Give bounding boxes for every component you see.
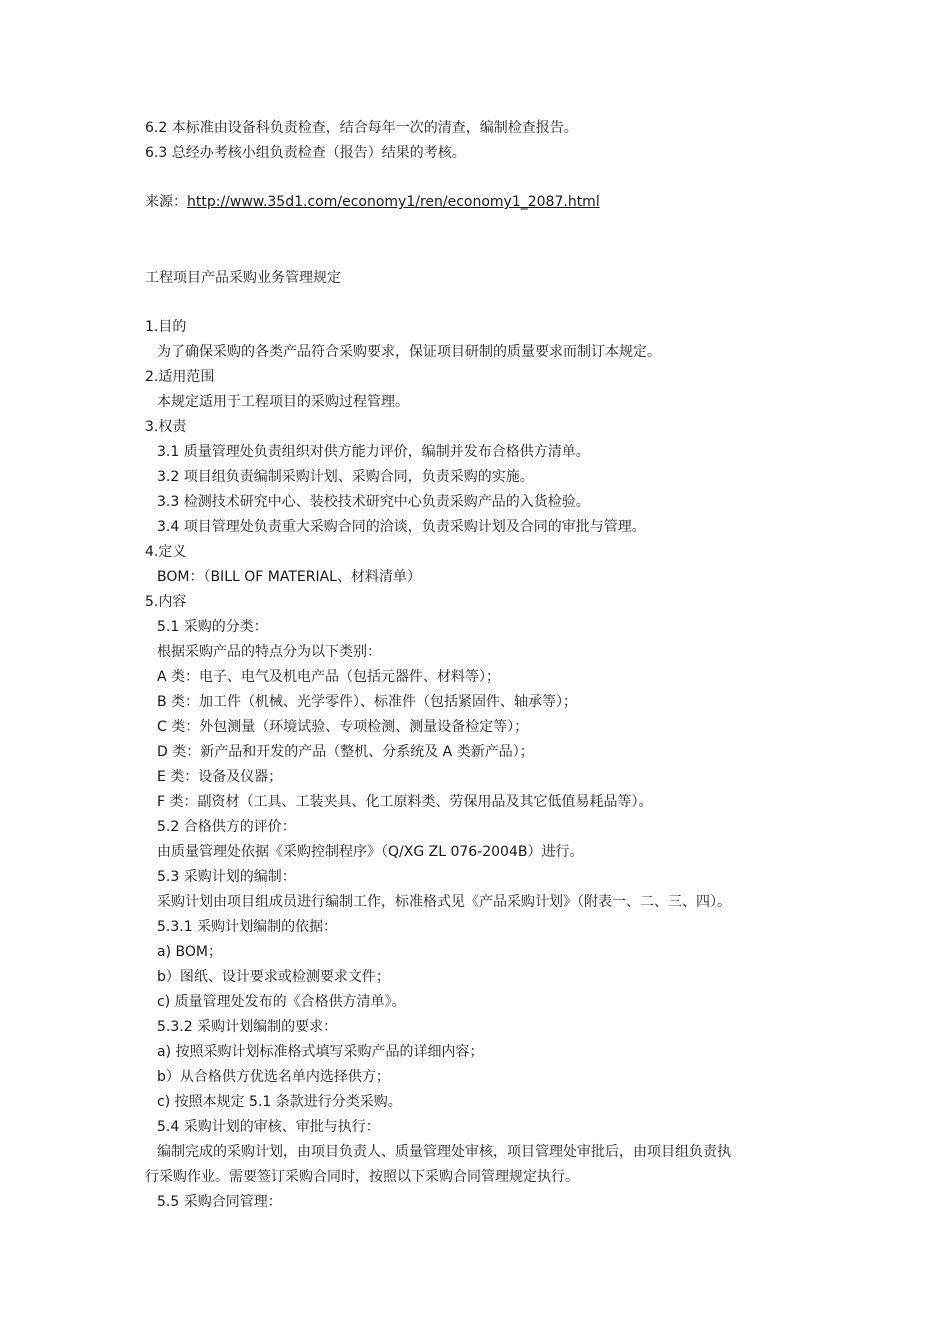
document-title: 工程项目产品采购业务管理规定 — [145, 270, 341, 286]
section-heading: 1.目的 — [145, 319, 187, 335]
text-line: F 类：副资材（工具、工装夹具、化工原料类、劳保用品及其它低值易耗品等）。 — [157, 794, 653, 810]
text-line: b）图纸、设计要求或检测要求文件； — [157, 969, 390, 985]
text-line: 由质量管理处依据《采购控制程序》（Q/XG ZL 076-2004B）进行。 — [157, 844, 584, 860]
text-line: 根据采购产品的特点分为以下类别： — [157, 644, 381, 660]
text-line: 为了确保采购的各类产品符合采购要求，保证项目研制的质量要求而制订本规定。 — [157, 344, 661, 360]
section-heading: 5.内容 — [145, 594, 187, 610]
text-line: a) BOM； — [157, 944, 222, 960]
text-line: a) 按照采购计划标准格式填写采购产品的详细内容； — [157, 1044, 484, 1060]
text-line: 3.2 项目组负责编制采购计划、采购合同，负责采购的实施。 — [157, 469, 534, 485]
text-line: 6.3 总经办考核小组负责检查（报告）结果的考核。 — [145, 145, 466, 161]
text-line: D 类：新产品和开发的产品（整机、分系统及 A 类新产品）； — [157, 744, 534, 760]
text-line: 5.1 采购的分类： — [157, 619, 268, 635]
text-line: 5.2 合格供方的评价： — [157, 819, 296, 835]
text-line: 本规定适用于工程项目的采购过程管理。 — [157, 394, 409, 410]
text-line: 6.2 本标准由设备科负责检查，结合每年一次的清查，编制检查报告。 — [145, 120, 578, 136]
text-line: 采购计划由项目组成员进行编制工作，标准格式见《产品采购计划》（附表一、二、三、四）。 — [157, 894, 731, 910]
text-line: 5.4 采购计划的审核、审批与执行： — [157, 1119, 380, 1135]
text-line: C 类：外包测量（环境试验、专项检测、测量设备检定等）； — [157, 719, 529, 735]
text-line: 编制完成的采购计划，由项目负责人、质量管理处审核，项目管理处审批后，由项目组负责执 — [157, 1144, 731, 1160]
text-line: 5.3.1 采购计划编制的依据： — [157, 919, 338, 935]
source-link[interactable]: http://www.35d1.com/economy1/ren/economy1_2087.html — [187, 194, 600, 210]
text-line: 5.3.2 采购计划编制的要求： — [157, 1019, 338, 1035]
section-heading: 4.定义 — [145, 544, 187, 560]
text-line: E 类：设备及仪器； — [157, 769, 283, 785]
text-line: 行采购作业。需要签订采购合同时，按照以下采购合同管理规定执行。 — [145, 1169, 579, 1185]
source-line — [145, 192, 600, 212]
text-line: c) 质量管理处发布的《合格供方清单》。 — [157, 994, 406, 1010]
section-heading: 2.适用范围 — [145, 369, 215, 385]
text-line: 3.1 质量管理处负责组织对供方能力评价，编制并发布合格供方清单。 — [157, 444, 590, 460]
text-line: B 类：加工件（机械、光学零件）、标准件（包括紧固件、轴承等）； — [157, 694, 578, 710]
text-line: 3.3 检测技术研究中心、装校技术研究中心负责采购产品的入货检验。 — [157, 494, 590, 510]
text-line: 5.3 采购计划的编制： — [157, 869, 296, 885]
text-line: c) 按照本规定 5.1 条款进行分类采购。 — [157, 1094, 402, 1110]
text-line: 3.4 项目管理处负责重大采购合同的洽谈，负责采购计划及合同的审批与管理。 — [157, 519, 646, 535]
section-heading: 3.权责 — [145, 419, 187, 435]
source-label: 来源： — [145, 194, 187, 210]
text-line: b）从合格供方优选名单内选择供方； — [157, 1069, 390, 1085]
text-line: A 类：电子、电气及机电产品（包括元器件、材料等）； — [157, 669, 501, 685]
text-line: 5.5 采购合同管理： — [157, 1194, 282, 1210]
text-line: BOM：（BILL OF MATERIAL、材料清单） — [157, 569, 421, 585]
